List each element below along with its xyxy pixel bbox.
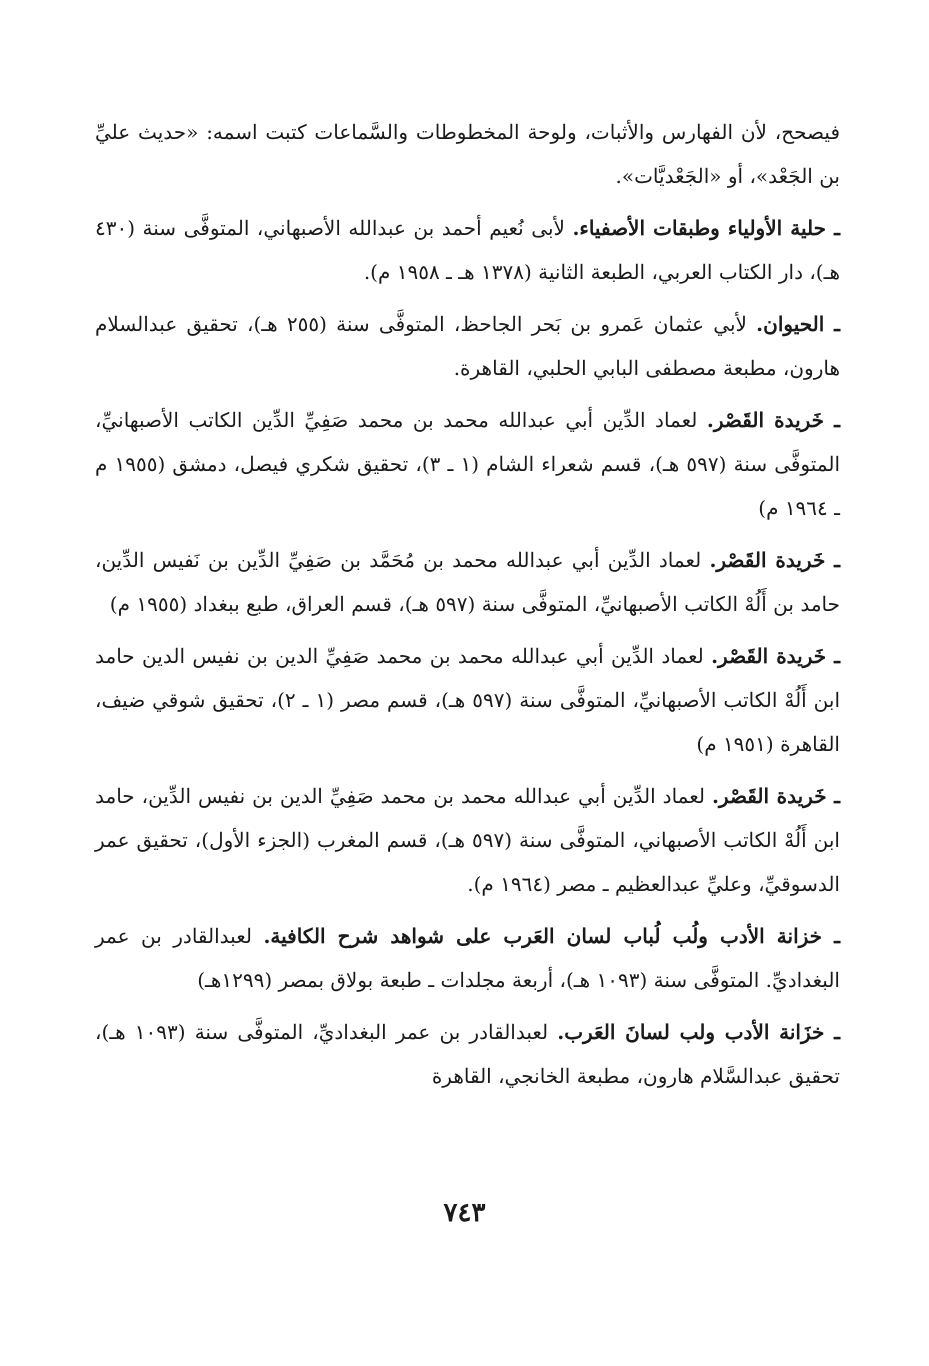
- bibliography-entry: [95, 398, 840, 530]
- bibliography-entry: [95, 1010, 840, 1098]
- intro-text: فيصحح، لأن الفهارس والأثبات، ولوحة المخطوطات والسَّماعات كتبت اسمه: «حديث عليِّ بن الجَعْد»، أو «الجَعْديَّات».: [95, 120, 840, 188]
- entry-body: لعماد الدِّين أبي عبدالله محمد بن محمد صَفِيِّ الدين بن نفيس الدين حامد ابن أَلُهْ الكاتب الأصبهانيِّ، المتوفَّى سنة (٥٩٧ هـ)، قسم مصر (١ ـ ٢)، تحقيق شوقي ضيف، القاهرة (١٩٥١ م): [95, 644, 841, 756]
- entry-title: ـ خَريدة القَصْر.: [711, 644, 840, 668]
- intro-paragraph: [95, 110, 840, 198]
- entry-body: لعبدالقادر بن عمر البغداديِّ. المتوفَّى سنة (١٠٩٣ هـ)، أربعة مجلدات ـ طبعة بولاق بمصر (١٢٩٩هـ): [95, 924, 840, 992]
- bibliography-entry: [95, 302, 840, 390]
- entry-title: ـ خَريدة القَصْر.: [709, 548, 840, 572]
- entry-title: ـ حلية الأولياء وطبقات الأصفياء.: [572, 216, 840, 240]
- entry-title: ـ خزانة الأدب ولُب لُباب لسان العَرب على شواهد شرح الكافية.: [263, 924, 840, 948]
- entry-title: ـ خَريدة القَصْر.: [711, 784, 840, 808]
- entry-title: ـ الحيوان.: [756, 312, 840, 336]
- bibliography-entry: [95, 774, 840, 906]
- bibliography-entry: [95, 206, 840, 294]
- bibliography-list: [95, 110, 840, 1106]
- bibliography-entry: [95, 538, 840, 626]
- bibliography-entry: [95, 914, 840, 1002]
- entry-body: لعماد الدِّين أبي عبدالله محمد بن محمد صَفِيِّ الدين بن نفيس الدِّين، حامد ابن أَلُهْ الكاتب الأصبهاني، المتوفَّى سنة (٥٩٧ هـ)، قسم المغرب (الجزء الأول)، تحقيق عمر الدسوقيِّ، وعليِّ عبدالعظيم ـ مصر (١٩٦٤ م).: [95, 784, 840, 896]
- page-number: ٧٤٣: [443, 1198, 486, 1228]
- entry-title: ـ خَريدة القَصْر.: [706, 408, 841, 432]
- entry-body: لعبدالقادر بن عمر البغداديِّ، المتوفَّى سنة (١٠٩٣ هـ)، تحقيق عبدالسَّلام هارون، مطبعة الخانجي، القاهرة: [95, 1020, 840, 1088]
- entry-body: لعماد الدِّين أبي عبدالله محمد بن محمد صَفِيِّ الدِّين الكاتب الأصبهانيِّ، المتوفَّى سنة (٥٩٧ هـ)، قسم شعراء الشام (١ ـ ٣)، تحقيق شكري فيصل، دمشق (١٩٥٥ م ـ ١٩٦٤ م): [95, 408, 841, 520]
- entry-body: لأبى نُعيم أحمد بن عبدالله الأصبهاني، المتوفَّى سنة (٤٣٠ هـ)، دار الكتاب العربي، الطبعة الثانية (١٣٧٨ هـ ـ ١٩٥٨ م).: [95, 216, 840, 284]
- entry-body: لأبي عثمان عَمرو بن بَحر الجاحظ، المتوفَّى سنة (٢٥٥ هـ)، تحقيق عبدالسلام هارون، مطبعة مصطفى البابي الحلبي، القاهرة.: [95, 312, 840, 380]
- entry-body: لعماد الدِّين أبي عبدالله محمد بن مُحَمَّد بن صَفِيِّ الدِّين بن نَفيس الدِّين، حامد بن أَلُهْ الكاتب الأصبهانيِّ، المتوفَّى سنة (٥٩٧ هـ)، قسم العراق، طبع ببغداد (١٩٥٥ م): [95, 548, 840, 616]
- entry-title: ـ خزَانة الأدب ولب لسانَ العَرب.: [557, 1020, 840, 1044]
- bibliography-entry: [95, 634, 840, 766]
